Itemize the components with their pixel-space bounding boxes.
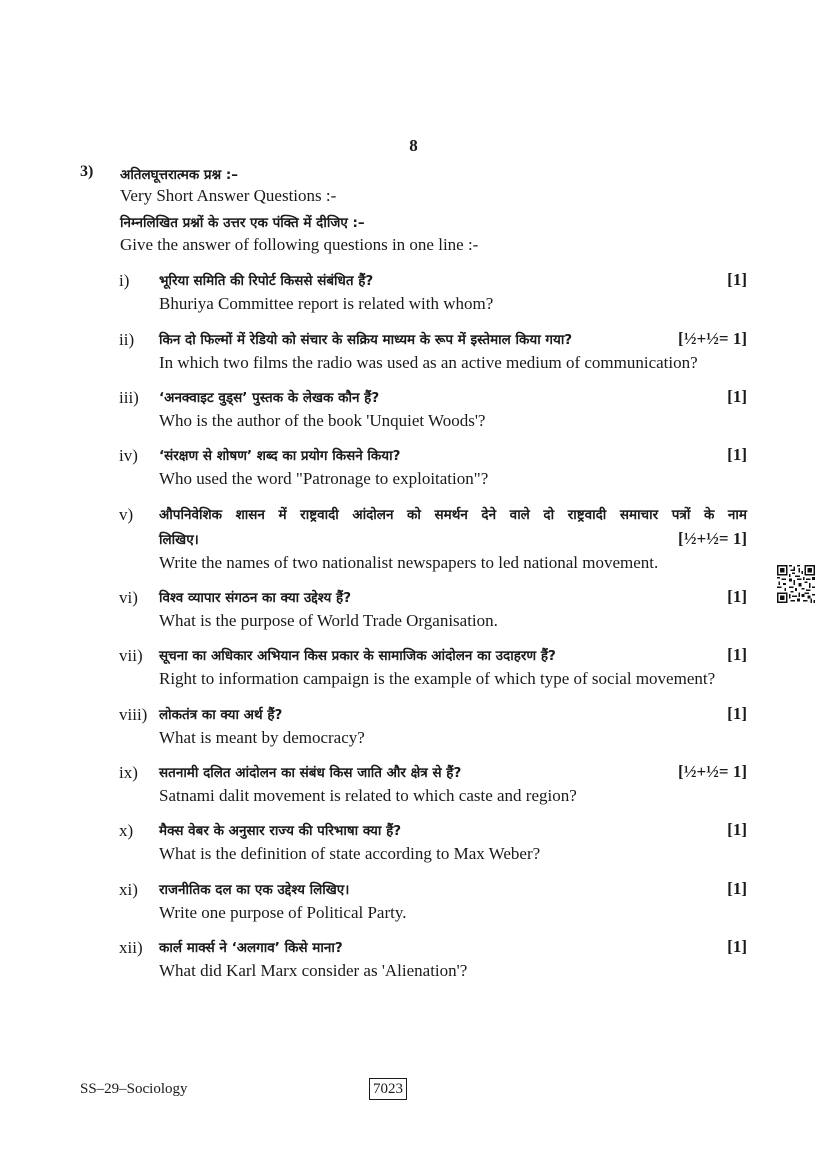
question-english: What is meant by democracy? [159, 728, 365, 747]
question-number: xi) [119, 880, 138, 899]
paper-code: SS–29–Sociology [80, 1081, 188, 1097]
question-marks: [½+½= 1] [678, 762, 747, 781]
question-marks: [1] [727, 270, 747, 289]
question-english: Write the names of two nationalist newspapers to led national movement. [159, 553, 659, 572]
question-english: What is the purpose of World Trade Organisation. [159, 611, 498, 630]
question-english: What is the definition of state according to Max Weber? [159, 844, 541, 863]
question-hindi: मैक्स वेबर के अनुसार राज्य की परिभाषा क्या हैं? [159, 823, 402, 839]
question-hindi: ‘अनक्वाइट वुड्स’ पुस्तक के लेखक कौन हैं? [159, 390, 380, 406]
question-number: v) [119, 505, 134, 524]
question-hindi: सतनामी दलित आंदोलन का संबंध किस जाति और क्षेत्र से हैं? [159, 765, 462, 781]
question-hindi: राजनीतिक दल का एक उद्देश्य लिखिए। [159, 882, 350, 898]
question-marks: [1] [727, 937, 747, 956]
page-number: 8 [409, 136, 418, 155]
question-english: Write one purpose of Political Party. [159, 903, 407, 922]
question-english: In which two films the radio was used as an active medium of communication? [159, 353, 698, 372]
question-hindi: कार्ल मार्क्स ने ‘अलगाव’ किसे माना? [159, 940, 343, 956]
question-english: What did Karl Marx consider as 'Alienation'? [159, 961, 468, 980]
question-number: iii) [119, 388, 139, 407]
question-hindi: विश्व व्यापार संगठन का क्या उद्देश्य हैं? [159, 590, 352, 606]
question-marks: [1] [727, 445, 747, 464]
question-hindi: औपनिवेशिक शासन में राष्ट्रवादी आंदोलन को समर्थन देने वाले दो राष्ट्रवादी समाचार पत्रों के नाम [159, 507, 747, 523]
question-marks: [1] [727, 587, 747, 606]
question-hindi: भूरिया समिति की रिपोर्ट किससे संबंधित हैं? [159, 273, 374, 289]
section-instruction-hindi: निम्नलिखित प्रश्नों के उत्तर एक पंक्ति में दीजिए :– [120, 215, 365, 231]
question-english: Bhuriya Committee report is related with whom? [159, 294, 494, 313]
question-hindi: लोकतंत्र का क्या अर्थ हैं? [159, 707, 283, 723]
question-hindi: सूचना का अधिकार अभियान किस प्रकार के सामाजिक आंदोलन का उदाहरण हैं? [159, 648, 556, 664]
question-number: iv) [119, 446, 138, 465]
question-marks: [½+½= 1] [678, 329, 747, 348]
question-english: Right to information campaign is the example of which type of social movement? [159, 669, 716, 688]
question-number: vii) [119, 646, 143, 665]
question-number: ix) [119, 763, 138, 782]
question-hindi: किन दो फिल्मों में रेडियो को संचार के सक्रिय माध्यम के रूप में इस्तेमाल किया गया? [159, 332, 573, 348]
question-number: viii) [119, 705, 148, 724]
qr-code-icon [777, 565, 815, 603]
question-number: x) [119, 821, 134, 840]
section-instruction-english: Give the answer of following questions in one line :- [120, 235, 479, 254]
question-marks: [1] [727, 820, 747, 839]
question-marks: [½+½= 1] [678, 529, 747, 548]
question-english: Satnami dalit movement is related to which caste and region? [159, 786, 577, 805]
question-marks: [1] [727, 879, 747, 898]
question-hindi: ‘संरक्षण से शोषण’ शब्द का प्रयोग किसने किया? [159, 448, 401, 464]
question-english: Who is the author of the book 'Unquiet Woods'? [159, 411, 486, 430]
question-number: i) [119, 271, 130, 290]
section-title-english: Very Short Answer Questions :- [120, 186, 337, 205]
question-marks: [1] [727, 387, 747, 406]
question-english: Who used the word "Patronage to exploitation"? [159, 469, 489, 488]
question-number: vi) [119, 588, 138, 607]
question-number: ii) [119, 330, 135, 349]
question-marks: [1] [727, 645, 747, 664]
paper-box-number: 7023 [369, 1078, 407, 1100]
section-title-hindi: अतिलघूत्तरात्मक प्रश्न :– [120, 167, 238, 183]
question-marks: [1] [727, 704, 747, 723]
question-hindi-continued: लिखिए। [159, 532, 199, 548]
section-number: 3) [80, 163, 94, 180]
question-number: xii) [119, 938, 143, 957]
